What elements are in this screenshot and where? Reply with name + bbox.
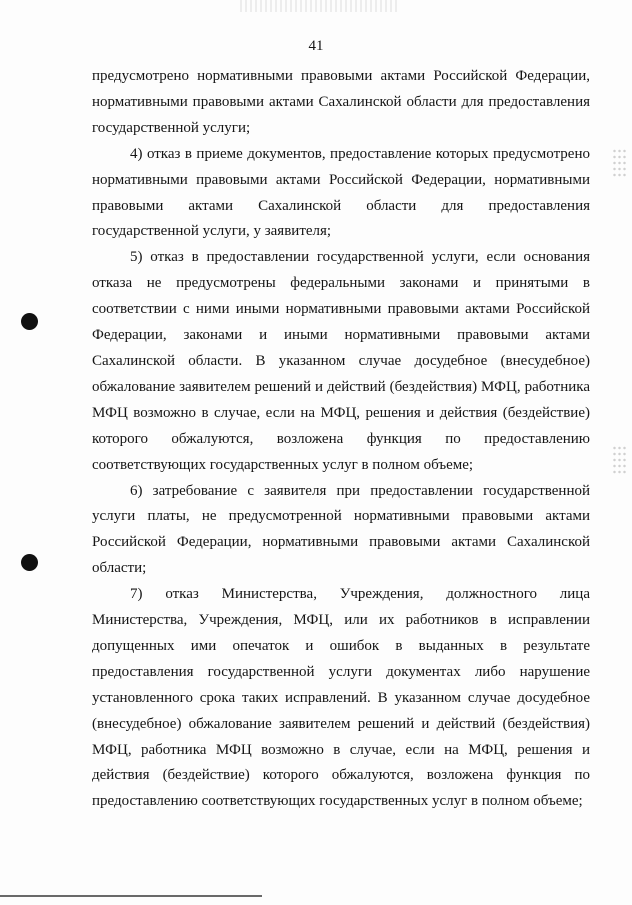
punch-hole-icon	[21, 313, 38, 330]
paragraph-item-4: 4) отказ в приеме документов, предоставление которых предусмотрено нормативными правовыми актами Российской Федерации, нормативными правовыми актами Сахалинской области для предоставления государственной услуги, у заявителя;	[92, 145, 590, 240]
paragraph-item-7: 7) отказ Министерства, Учреждения, должностного лица Министерства, Учреждения, МФЦ, или их работников в исправлении допущенных ими опечаток и ошибок в выданных в результате предоставления государственной услуги документах либо нарушение установленного срока таких исправлений. В указанном случае досудебное (внесудебное) обжалование заявителем решений и действий (бездействия) МФЦ, работника МФЦ возможно в случае, если на МФЦ, решения и действия (бездействие) которого обжалуются, возложена функция по предоставлению соответствующих государственных услуг в полном объеме;	[92, 586, 590, 810]
paragraph-item-6: 6) затребование с заявителя при предоставлении государственной услуги платы, не предусмотренной нормативными правовыми актами Российской Федерации, нормативными правовыми актами Сахалинской области;	[92, 482, 590, 577]
scan-specks	[612, 148, 626, 178]
scan-noise-top	[240, 0, 400, 12]
scan-edge-line	[0, 895, 262, 897]
document-body	[92, 64, 590, 815]
scan-specks	[612, 445, 626, 475]
page-number: 41	[308, 38, 324, 54]
paragraph-continuation: предусмотрено нормативными правовыми актами Российской Федерации, нормативными правовыми актами Сахалинской области для предоставления государственной услуги;	[92, 68, 590, 136]
paragraph-item-5: 5) отказ в предоставлении государственной услуги, если основания отказа не предусмотрены федеральными законами и принятыми в соответствии с ними иными нормативными правовыми актами Российской Федерации, законами и иными нормативными правовыми актами Сахалинской области. В указанном случае досудебное (внесудебное) обжалование заявителем решений и действий (бездействия) МФЦ, работника МФЦ возможно в случае, если на МФЦ, решения и действия (бездействие) которого обжалуются, возложена функция по предоставлению соответствующих государственных услуг в полном объеме;	[92, 249, 590, 473]
punch-hole-icon	[21, 554, 38, 571]
